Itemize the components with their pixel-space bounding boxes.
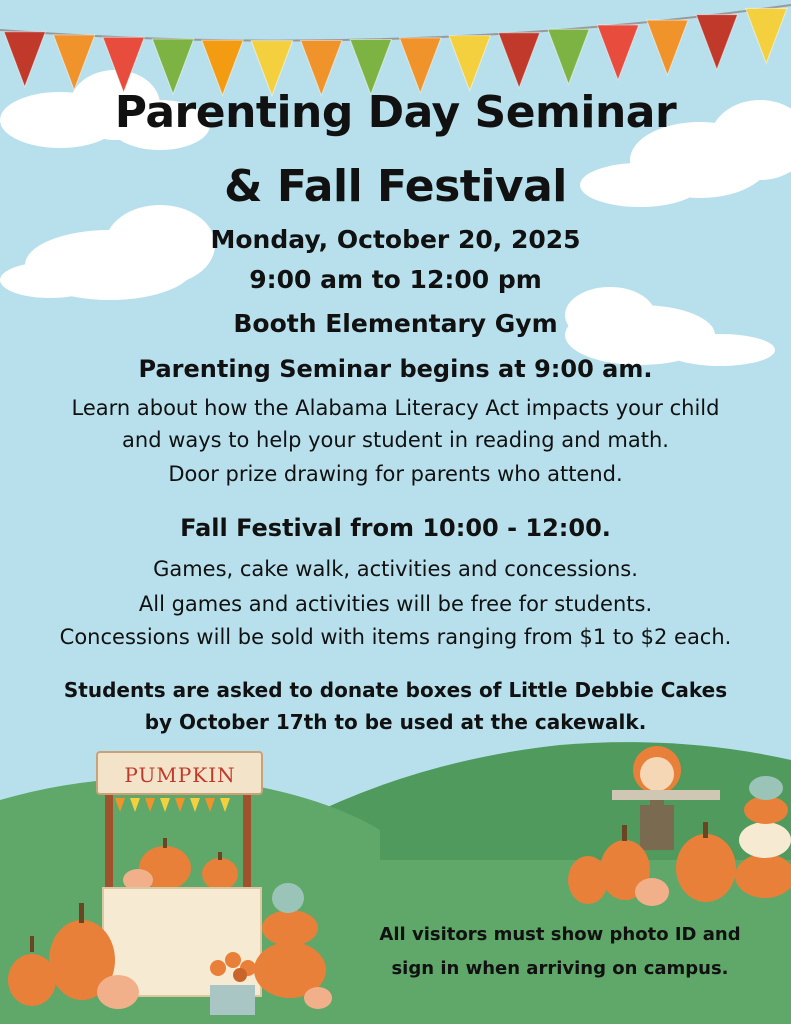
event-time: 9:00 am to 12:00 pm (249, 265, 542, 294)
event-title-line-2: & Fall Festival (224, 161, 567, 212)
seminar-line: and ways to help your student in reading and math. (122, 428, 669, 452)
donation-line: Students are asked to donate boxes of Little Debbie Cakes (63, 678, 728, 702)
festival-line: Games, cake walk, activities and concessions. (153, 557, 638, 581)
pumpkin (676, 822, 736, 902)
event-location: Booth Elementary Gym (233, 309, 558, 338)
donation-line: by October 17th to be used at the cakewalk. (144, 710, 647, 734)
pumpkin-stack (735, 776, 791, 898)
festival-heading: Fall Festival from 10:00 - 12:00. (180, 514, 611, 542)
visitor-notice-line: All visitors must show photo ID and (379, 924, 741, 945)
event-date: Monday, October 20, 2025 (210, 225, 581, 254)
seminar-heading: Parenting Seminar begins at 9:00 am. (138, 355, 653, 383)
pumpkin (568, 856, 608, 904)
festival-line: Concessions will be sold with items ranging from $1 to $2 each. (59, 625, 732, 649)
visitor-notice-line: sign in when arriving on campus. (391, 958, 729, 979)
pumpkin (635, 878, 669, 906)
stand-sign-text: PUMPKIN (124, 763, 236, 787)
festival-line: All games and activities will be free for students. (138, 592, 653, 616)
seminar-line: Learn about how the Alabama Literacy Act impacts your child (71, 396, 720, 420)
event-title-line-1: Parenting Day Seminar (114, 87, 677, 138)
seminar-line: Door prize drawing for parents who attend. (168, 462, 623, 486)
